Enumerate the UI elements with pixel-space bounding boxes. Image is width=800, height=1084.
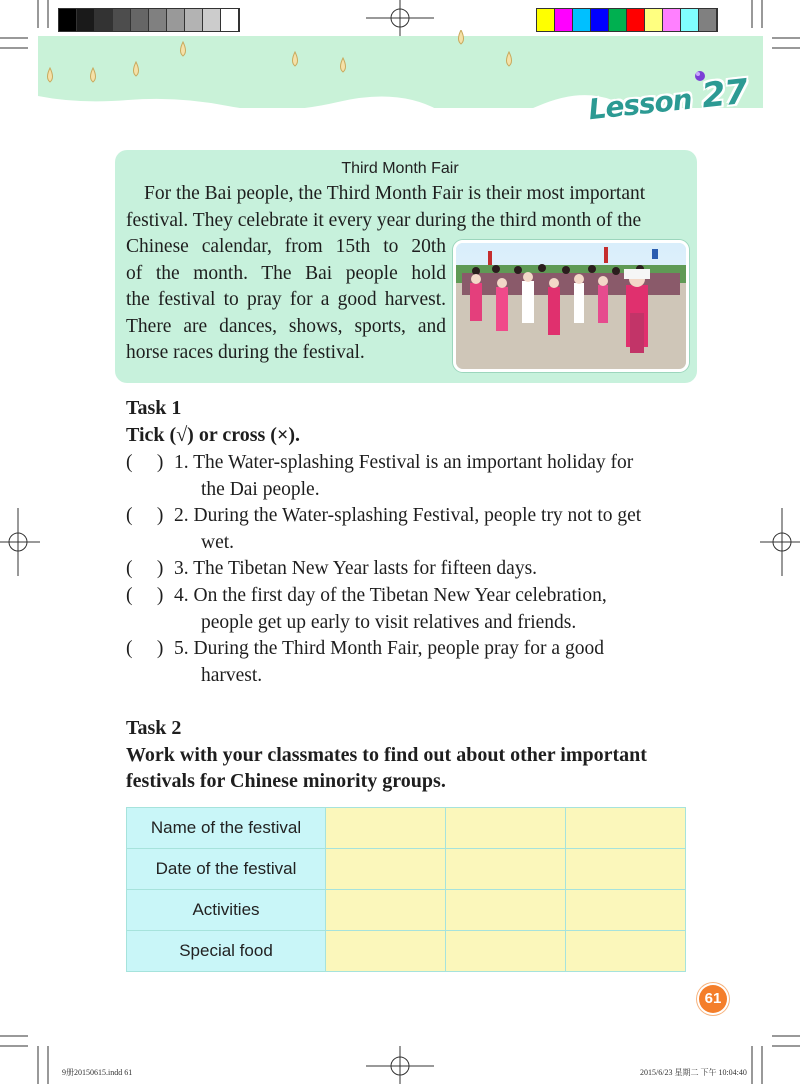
table-cell-input[interactable] (326, 931, 446, 972)
table-cell-input[interactable] (446, 808, 566, 849)
reading-line: of the month. The Bai people hold (126, 262, 446, 284)
table-cell-input[interactable] (566, 808, 686, 849)
row-label: Activities (127, 890, 326, 931)
task2-instruction-line: festivals for Chinese minority groups. (126, 770, 446, 792)
reading-paragraph-top (126, 181, 682, 234)
festival-dancers-photo-icon (456, 243, 686, 369)
table-cell-input[interactable] (566, 849, 686, 890)
task2-instruction-line: Work with your classmates to find out about other important (126, 744, 647, 766)
reading-title: Third Month Fair (341, 160, 459, 177)
festival-table (126, 807, 686, 972)
table-cell-input[interactable] (446, 931, 566, 972)
print-timestamp: 2015/6/23 星期二 下午 10:04:40 (640, 1068, 747, 1077)
reading-line: There are dances, shows, sports, and (126, 315, 446, 337)
task1-item-text: 4. On the first day of the Tibetan New Year celebration, (174, 585, 607, 606)
reading-line: For the Bai people, the Third Month Fair is their most important (144, 183, 646, 204)
table-cell-input[interactable] (326, 849, 446, 890)
reading-line: festival. They celebrate it every year during the third month of the (126, 209, 642, 231)
answer-blank[interactable]: ( ) (126, 638, 164, 659)
task2-title: Task 2 (126, 717, 182, 739)
task1-item (126, 583, 607, 636)
page-number-badge: 61 (699, 985, 727, 1013)
reading-line: Chinese calendar, from 15th to 20th (126, 236, 446, 257)
row-label: Date of the festival (127, 849, 326, 890)
table-cell-input[interactable] (326, 808, 446, 849)
table-cell-input[interactable] (446, 890, 566, 931)
lesson-word: Lesson (586, 82, 694, 127)
reading-line: the festival to pray for a good harvest. (126, 289, 446, 310)
task1-instruction: Tick (√) or cross (×). (126, 424, 301, 446)
festival-photo (453, 240, 689, 372)
task1-item-text: 1. The Water-splashing Festival is an important holiday for (174, 452, 634, 473)
task1-item (126, 450, 633, 503)
task1-item-text-cont: wet. (201, 531, 235, 553)
table-cell-input[interactable] (566, 890, 686, 931)
task1-item-text: 2. During the Water-splashing Festival, people try not to get (174, 505, 642, 526)
task1-title: Task 1 (126, 397, 182, 419)
row-label: Name of the festival (127, 808, 326, 849)
table-row (127, 808, 686, 849)
task1-item-text-cont: people get up early to visit relatives and friends. (201, 611, 577, 633)
task1-item-text-cont: harvest. (201, 664, 263, 686)
table-row (127, 890, 686, 931)
file-info: 9册20150615.indd 61 (62, 1068, 133, 1077)
reading-paragraph-wrap (126, 234, 446, 367)
answer-blank[interactable]: ( ) (126, 505, 164, 526)
reading-line: horse races during the festival. (126, 342, 365, 363)
table-cell-input[interactable] (326, 890, 446, 931)
answer-blank[interactable]: ( ) (126, 585, 164, 606)
row-label: Special food (127, 931, 326, 972)
table-cell-input[interactable] (446, 849, 566, 890)
answer-blank[interactable]: ( ) (126, 558, 164, 579)
answer-blank[interactable]: ( ) (126, 452, 164, 473)
task1-item (126, 503, 641, 556)
task1-item (126, 556, 537, 583)
table-row (127, 931, 686, 972)
task1-item-text: 5. During the Third Month Fair, people pray for a good (174, 638, 604, 659)
table-row (127, 849, 686, 890)
table-cell-input[interactable] (566, 931, 686, 972)
task1-item (126, 636, 604, 689)
lesson-number: 27 (699, 71, 750, 117)
task1-item-text: 3. The Tibetan New Year lasts for fifteen days. (174, 558, 538, 579)
task1-item-text-cont: the Dai people. (201, 478, 320, 500)
